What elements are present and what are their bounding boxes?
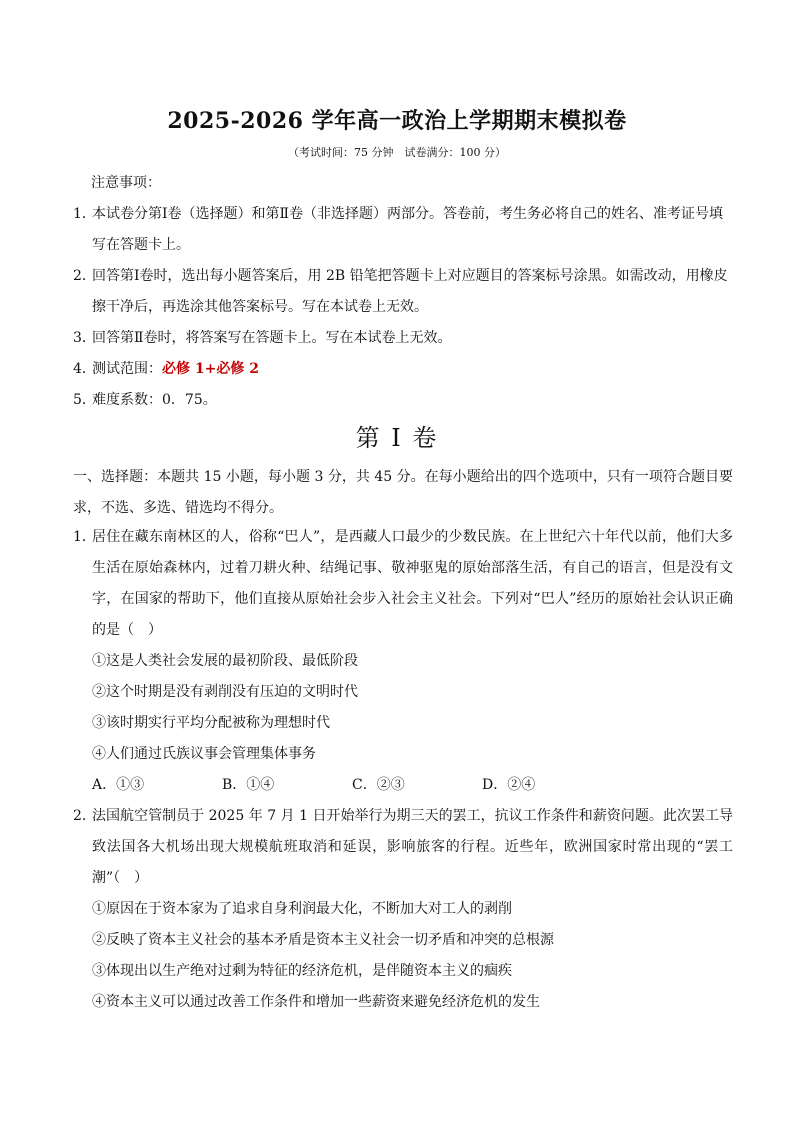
notice-text: 回答第Ⅰ卷时，选出每小题答案后，用 2B 铅笔把答题卡上对应题目的答案标号涂黑。如需改动，用橡皮擦干净后，再选涂其他答案标号。写在本试卷上无效。: [92, 268, 728, 315]
choice-c: C．②③: [352, 777, 405, 793]
question-1: [73, 522, 733, 801]
notice-number: 4．: [73, 361, 96, 377]
test-scope-highlight: 必修 1+必修 2: [162, 361, 259, 377]
part-intro: 一、选择题：本题共 15 小题，每小题 3 分，共 45 分。在每小题给出的四个选项中，只有一项符合题目要求，不选、多选、错选均不得分。: [73, 469, 733, 516]
question-number: 1．: [73, 529, 96, 545]
question-option: ①原因在于资本家为了追求自身利润最大化，不断加大对工人的剥削: [92, 901, 512, 917]
notice-number: 3．: [73, 330, 96, 346]
question-option: ④人们通过氏族议事会管理集体事务: [92, 746, 316, 762]
notice-item: [73, 385, 733, 416]
notice-item: [73, 323, 733, 354]
question-text: 居住在藏东南林区的人，俗称“巴人”，是西藏人口最少的少数民族。在上世纪六十年代以前，他们大多生活在原始森林内，过着刀耕火种、结绳记事、敬神驱鬼的原始部落生活，有自己的语言，但是没有文字，在国家的帮助下，他们直接从原始社会步入社会主义社会。下列对“巴人”经历的原始社会认识正确的是（ ）: [92, 529, 733, 638]
notice-number: 5．: [73, 392, 96, 408]
choice-b: B．①④: [222, 777, 275, 793]
question-text: 法国航空管制员于 2025 年 7 月 1 日开始举行为期三天的罢工，抗议工作条件和薪资问题。此次罢工导致法国各大机场出现大规模航班取消和延误，影响旅客的行程。近些年，欧洲国家时常出现的“罢工潮”（ ）: [92, 808, 733, 886]
question-option: ②这个时期是没有剥削没有压迫的文明时代: [92, 684, 358, 700]
question-option: ①这是人类社会发展的最初阶段、最低阶段: [92, 653, 358, 669]
question-number: 2．: [73, 808, 96, 824]
question-option: ②反映了资本主义社会的基本矛盾是资本主义社会一切矛盾和冲突的总根源: [92, 932, 554, 948]
notice-text: 难度系数：0．75。: [92, 392, 217, 408]
exam-subtitle: （考试时间：75 分钟 试卷满分：100 分）: [288, 146, 506, 159]
section-title: 第 I 卷: [355, 424, 439, 452]
question-option: ④资本主义可以通过改善工作条件和增加一些薪资来避免经济危机的发生: [92, 994, 540, 1010]
question-stem: [73, 801, 733, 894]
notice-text: 回答第Ⅱ卷时，将答案写在答题卡上。写在本试卷上无效。: [92, 330, 452, 346]
notice-section: [73, 168, 733, 416]
answer-choices: [73, 770, 733, 801]
notice-text: 本试卷分第Ⅰ卷（选择题）和第Ⅱ卷（非选择题）两部分。答卷前，考生务必将自己的姓名、准考证号填写在答题卡上。: [92, 206, 724, 253]
notice-item: [73, 199, 733, 261]
question-2: [73, 801, 733, 1018]
exam-title: 2025-2026 学年高一政治上学期期末模拟卷: [167, 108, 627, 134]
question-stem: [73, 522, 733, 646]
notice-label: 测试范围：: [92, 361, 162, 377]
notice-item: [73, 354, 733, 385]
notice-heading: 注意事项：: [91, 175, 161, 191]
choice-d: D．②④: [482, 777, 536, 793]
notice-item: [73, 261, 733, 323]
question-option: ③体现出以生产绝对过剩为特征的经济危机，是伴随资本主义的痼疾: [92, 963, 512, 979]
choice-a: A．①③: [92, 777, 145, 793]
notice-number: 1．: [73, 206, 96, 222]
notice-number: 2．: [73, 268, 96, 284]
question-option: ③该时期实行平均分配被称为理想时代: [92, 715, 330, 731]
